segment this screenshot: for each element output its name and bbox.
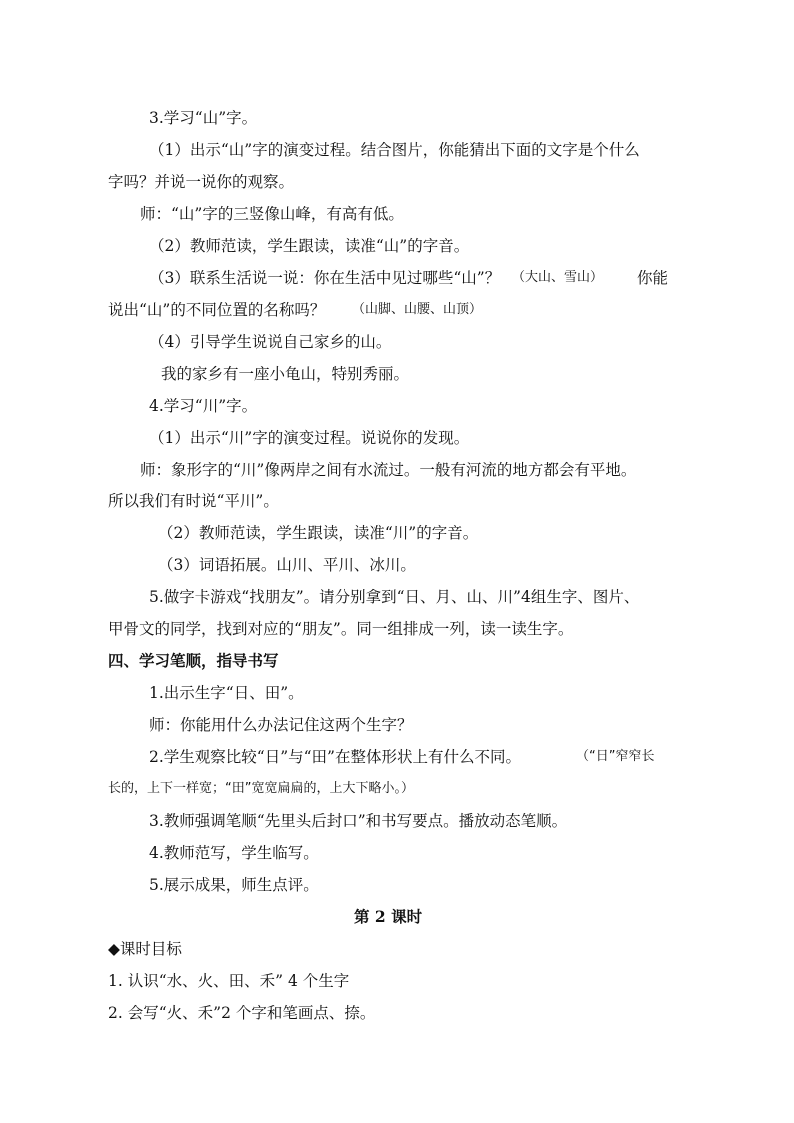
text-line: 师：“山”字的三竖像山峰，有高有低。 [140, 205, 404, 223]
text-line: 5.做字卡游戏“找朋友”。请分别拿到“日、月、山、川”4组生字、图片、 [149, 588, 640, 606]
subheading: ◆课时目标 [108, 940, 182, 958]
text-line: （2）教师范读，学生跟读，读准“山”的字音。 [149, 237, 470, 255]
text-line: 4.学习“川”字。 [149, 397, 258, 415]
section-heading: 四、学习笔顺，指导书写 [108, 651, 279, 670]
text-line: 我的家乡有一座小龟山，特别秀丽。 [161, 365, 410, 383]
text-line: 师：你能用什么办法记住这两个生字？ [149, 716, 413, 734]
text-line: （大山、雪山） [512, 270, 604, 285]
text-line: （1）出示“川”字的演变过程。说说你的发现。 [149, 429, 470, 447]
text-line: 师：象形字的“川”像两岸之间有水流过。一般有河流的地方都会有平地。 [140, 461, 637, 479]
text-line: 2. 会写“火、禾”2 个字和笔画点、捺。 [108, 1004, 376, 1022]
text-line: 3.教师强调笔顺“先里头后封口”和书写要点。播放动态笔顺。 [149, 812, 568, 830]
text-line: （4）引导学生说说自己家乡的山。 [149, 333, 392, 351]
text-line: 甲骨文的同学，找到对应的“朋友”。同一组排成一列，读一读生字。 [108, 620, 574, 638]
text-line: （山脚、山腰、山顶） [352, 302, 483, 317]
text-line: 说出“山”的不同位置的名称吗？ [108, 301, 326, 319]
text-line: （3）词语拓展。山川、平川、冰川。 [158, 556, 416, 574]
text-line: （2）教师范读，学生跟读，读准“川”的字音。 [158, 524, 479, 542]
text-line: 1. 认识“水、火、田、禾” 4 个生字 [108, 972, 350, 990]
text-line: 2.学生观察比较“日”与“田”在整体形状上有什么不同。 [149, 748, 521, 766]
text-line: 5.展示成果，师生点评。 [149, 876, 319, 894]
text-line: 你能 [637, 269, 669, 287]
text-line: 字吗？并说一说你的观察。 [108, 173, 295, 191]
text-line: （“日”窄窄长 [576, 749, 655, 764]
text-line: （1）出示“山”字的演变过程。结合图片，你能猜出下面的文字是个什么 [149, 141, 640, 159]
text-line: 4.教师范写，学生临写。 [149, 844, 319, 862]
text-line: 1.出示生字“日、田”。 [149, 684, 304, 702]
text-line: 3.学习“山”字。 [149, 109, 258, 127]
text-line: 所以我们有时说“平川”。 [108, 492, 279, 510]
text-line: （3）联系生活说一说：你在生活中见过哪些“山”？ [149, 269, 501, 287]
lesson-title: 第 2 课时 [354, 907, 423, 926]
text-line: 长的，上下一样宽；“田”宽宽扁扁的，上大下略小。） [108, 781, 414, 796]
